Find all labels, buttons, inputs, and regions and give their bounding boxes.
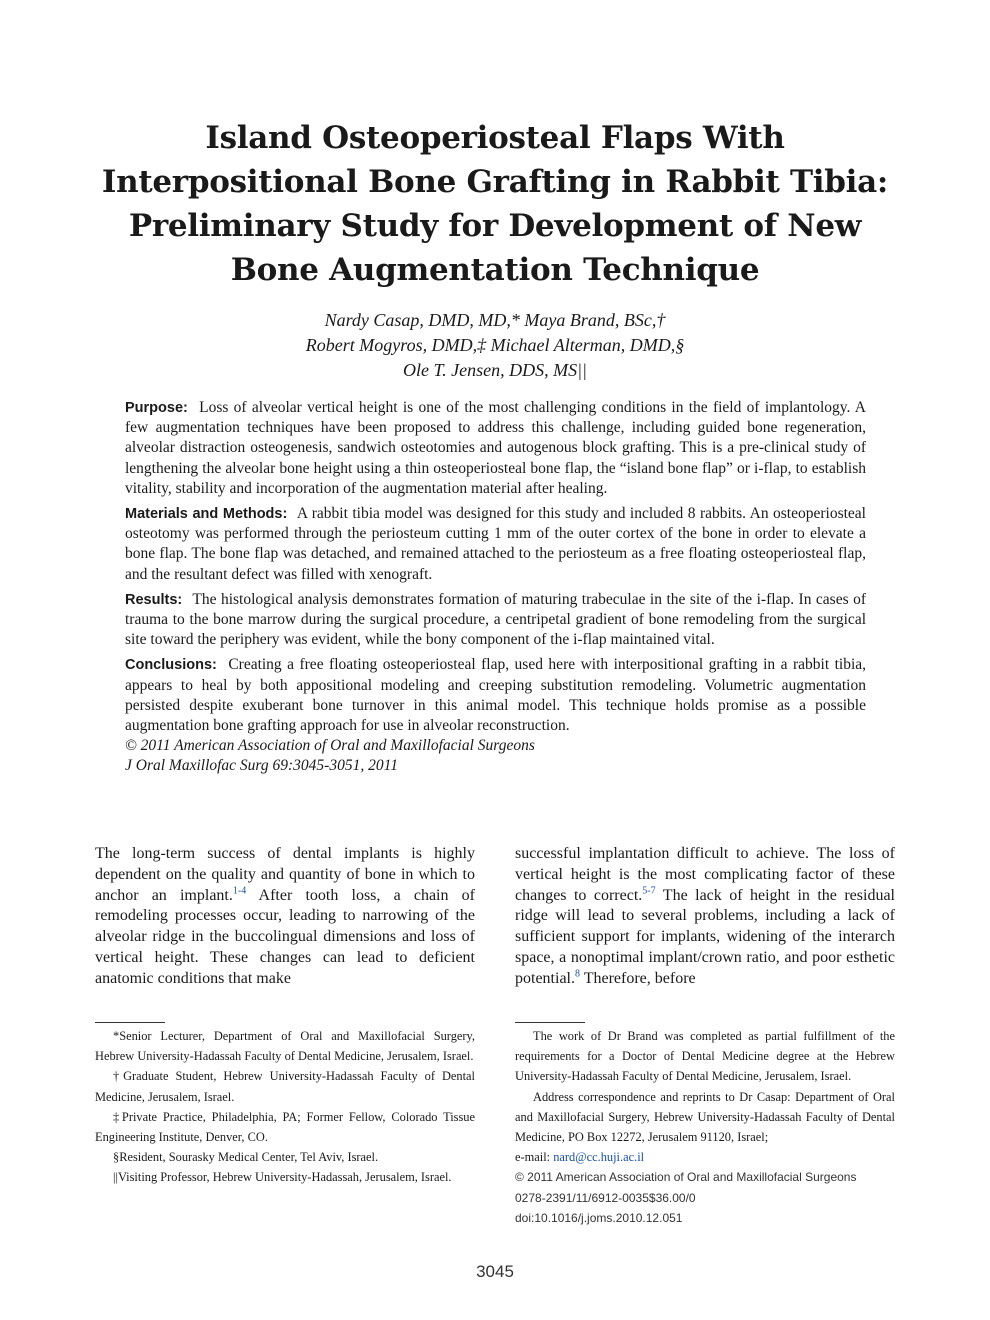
author-line: Robert Mogyros, DMD,‡ Michael Alterman, DMD,§ [305,335,685,355]
issn-line: 0278-2391/11/6912-0035$36.00/0 [515,1190,696,1205]
footnote: ||Visiting Professor, Hebrew University-Hadassah, Jerusalem, Israel. [113,1170,452,1185]
methods-text: A rabbit tibia model was designed for this study and included 8 rabbits. An osteoperiosteal osteotomy was performed through the periosteum cutting 1 mm of the outer cortex of the bone in order to elevate a bone flap. The bone flap was detached, and remained attached to the periosteum as a free floating osteoperiosteal flap, and the resultant defect was filled with xenograft. [125,505,866,583]
reference-link[interactable]: 8 [574,968,580,980]
conclusions-label: Conclusions: [125,657,217,674]
correspondence-email [515,1147,895,1167]
abstract-results [125,590,866,651]
footnotes-right [515,1026,895,1228]
purpose-text: Loss of alveolar vertical height is one of the most challenging conditions in the field of implantology. A few augmentation techniques have been proposed to address this challenge, including guided bone regeneration, alveolar distraction osteogenesis, sandwich osteotomies and autogenous block grafting. This is a pre-clinical study of lengthening the alveolar bone height using a thin osteoperiosteal bone flap, the “island bone flap” or i-flap, to establish vitality, stability and incorporation of the augmentation material after healing. [125,399,866,497]
reference-link[interactable]: 1-4 [232,885,247,897]
article-title: Island Osteoperiosteal Flaps With Interpositional Bone Grafting in Rabbit Tibia: Preliminary Study for Development of New Bone Augmentation Technique [101,120,889,288]
body-paragraph [95,844,475,990]
abstract-conclusions [125,655,866,776]
page-number: 3045 [476,1262,514,1281]
body-text-segment: The long-term success of dental implants is highly dependent on the quality and quantity of bone in which to anchor an implant. [95,845,475,904]
footnote: †Graduate Student, Hebrew University-Hadassah Faculty of Dental Medicine, Jerusalem, Israel. [95,1069,475,1104]
author-line: Ole T. Jensen, DDS, MS|| [402,360,588,380]
body-text-segment: Therefore, before [579,969,696,987]
results-text: The histological analysis demonstrates formation of maturing trabeculae in the site of the i-flap. In cases of trauma to the bone marrow during the surgical procedure, a centripetal gradient of bone remodeling from the surgical site toward the periphery was evident, while the bony component of the i-flap maintained vital. [125,590,866,649]
footnote-divider [515,1022,585,1023]
body-text-segment: The lack of height in the residual ridge will lead to several problems, including a lack of sufficient support for implants, widening of the interarch space, a nonoptimal implant/crown ratio, and poor esthetic potential. [515,886,895,987]
author-line: Nardy Casap, DMD, MD,* Maya Brand, BSc,† [324,310,666,330]
author-list [95,308,895,383]
body-column-left [95,844,475,990]
purpose-label: Purpose: [125,400,188,416]
abstract [125,398,866,777]
results-label: Results: [125,591,183,608]
footer-copyright: © 2011 American Association of Oral and Maxillofacial Surgeons [515,1170,857,1185]
methods-label: Materials and Methods: [125,506,288,523]
footnotes-left [95,1026,475,1188]
abstract-purpose [125,398,866,499]
abstract-copyright: © 2011 American Association of Oral and Maxillofacial Surgeons [125,737,535,755]
body-text-segment: After tooth loss, a chain of remodeling processes occur, leading to narrowing of the alveolar ridge in the buccolingual dimensions and loss of vertical height. These changes can lead to deficient anatomic conditions that make [95,886,476,987]
email-label: e-mail: [515,1150,554,1165]
footnote: *Senior Lecturer, Department of Oral and Maxillofacial Surgery, Hebrew University-Hadassah Faculty of Dental Medicine, Jerusalem, Israel. [95,1029,475,1064]
footnote: §Resident, Sourasky Medical Center, Tel Aviv, Israel. [113,1150,379,1165]
body-paragraph [515,844,895,990]
footnote: The work of Dr Brand was completed as partial fulfillment of the requirements for a Doctor of Dental Medicine degree at the Hebrew University-Hadassah Faculty of Dental Medicine, Jerusalem, Israel. [515,1029,895,1084]
conclusions-text: Creating a free floating osteoperiosteal flap, used here with interpositional grafting in a rabbit tibia, appears to heal by both appositional modeling and creeping substitution remodeling. Volumetric augmentation persisted despite exuberant bone turnover in this animal model. This technique holds promise as a possible augmentation bone grafting approach for use in alveolar reconstruction. [125,656,867,735]
body-column-right [515,844,895,990]
doi-link[interactable]: doi:10.1016/j.joms.2010.12.051 [515,1210,683,1225]
footnote-divider [95,1022,165,1023]
journal-citation: J Oral Maxillofac Surg 69:3045-3051, 2011 [125,757,398,775]
body-text-segment: successful implantation difficult to achieve. The loss of vertical height is the most complicating factor of these changes to correct. [515,845,895,904]
abstract-methods [125,504,866,585]
footnote: ‡Private Practice, Philadelphia, PA; Former Fellow, Colorado Tissue Engineering Institute, Denver, CO. [95,1109,475,1145]
email-link[interactable]: nard@cc.huji.ac.il [553,1150,645,1165]
correspondence-address: Address correspondence and reprints to Dr Casap: Department of Oral and Maxillofacial Surgery, Hebrew University-Hadassah Faculty of Dental Medicine, PO Box 12272, Jerusalem 91120, Israel; [515,1089,895,1145]
reference-link[interactable]: 5-7 [642,885,656,897]
